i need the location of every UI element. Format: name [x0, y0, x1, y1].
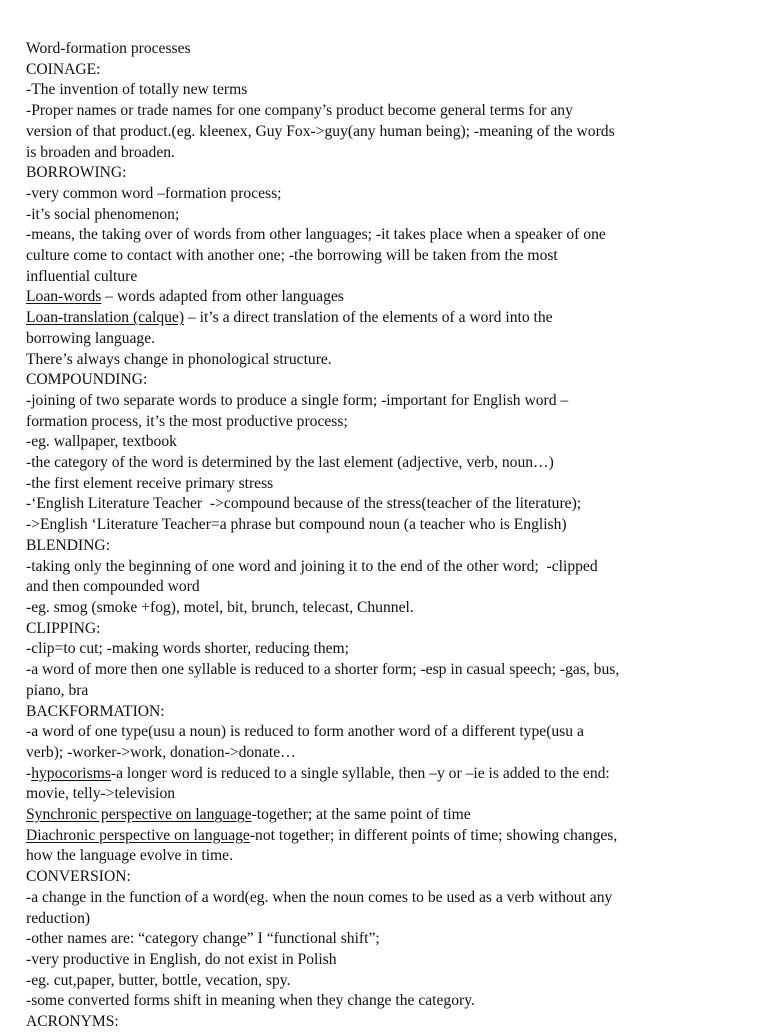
loan-translation-line-2: borrowing language.: [26, 329, 156, 347]
compounding-point-1-line-2: formation process, it’s the most productive process;: [26, 412, 348, 430]
document-page: [26, 39, 742, 1033]
synchronic-term: Synchronic perspective on language: [26, 806, 252, 824]
coinage-point-1: -The invention of totally new terms: [26, 81, 248, 99]
compounding-point-6: ->English ‘Literature Teacher=a phrase but compound noun (a teacher who is English): [26, 516, 567, 534]
synchronic-definition: -together; at the same point of time: [251, 806, 471, 824]
borrowing-point-2: -it’s social phenomenon;: [26, 205, 180, 223]
loan-words-term: Loan-words: [26, 288, 102, 306]
borrowing-point-3-line-3: influential culture: [26, 267, 138, 285]
borrowing-point-4: There’s always change in phonological structure.: [26, 350, 332, 368]
coinage-point-2-line-2: version of that product.(eg. kleenex, Guy Fox->guy(any human being); -meaning of the words: [26, 122, 615, 140]
section-heading-coinage: COINAGE:: [26, 60, 101, 78]
borrowing-point-3-line-2: culture come to contact with another one; -the borrowing will be taken from the most: [26, 247, 558, 265]
conversion-point-5: -some converted forms shift in meaning when they change the category.: [26, 992, 475, 1010]
synchronic-line: [26, 805, 742, 826]
hypocorisms-term: hypocorisms: [31, 764, 111, 782]
section-heading-clipping: CLIPPING:: [26, 619, 101, 637]
clipping-point-1: -clip=to cut; -making words shorter, reducing them;: [26, 640, 349, 658]
hypocorisms-line: [26, 764, 742, 785]
loan-translation-term: Loan-translation (calque): [26, 309, 185, 327]
section-heading-conversion: CONVERSION:: [26, 868, 131, 886]
hypocorisms-line-2: movie, telly->television: [26, 785, 176, 803]
loan-translation-definition: – it’s a direct translation of the elements of a word into the: [184, 309, 553, 327]
section-heading-compounding: COMPOUNDING:: [26, 371, 148, 389]
backformation-point-1-line-1: -a word of one type(usu a noun) is reduced to form another word of a different type(usu a: [26, 723, 584, 741]
diachronic-definition: -not together; in different points of time; showing changes,: [249, 826, 618, 844]
coinage-point-2-line-1: -Proper names or trade names for one company’s product become general terms for any: [26, 102, 573, 120]
coinage-point-2-line-3: is broaden and broaden.: [26, 143, 175, 161]
hypocorisms-definition: -a longer word is reduced to a single syllable, then –y or –ie is added to the end:: [110, 764, 610, 782]
borrowing-point-1: -very common word –formation process;: [26, 184, 282, 202]
document-title: Word-formation processes: [26, 40, 191, 57]
compounding-point-2: -eg. wallpaper, textbook: [26, 433, 177, 451]
conversion-point-4: -eg. cut,paper, butter, bottle, vecation, spy.: [26, 971, 291, 989]
diachronic-line-2: how the language evolve in time.: [26, 847, 233, 865]
compounding-point-3: -the category of the word is determined by the last element (adjective, verb, noun…): [26, 454, 554, 472]
blending-point-1-line-2: and then compounded word: [26, 578, 200, 596]
borrowing-point-3-line-1: -means, the taking over of words from other languages; -it takes place when a speaker of one: [26, 226, 606, 244]
compounding-point-1-line-1: -joining of two separate words to produce a single form; -important for English word –: [26, 391, 569, 409]
backformation-point-1-line-2: verb); -worker->work, donation->donate…: [26, 743, 296, 761]
clipping-point-2-line-2: piano, bra: [26, 681, 89, 699]
compounding-point-5: -‘English Literature Teacher ->compound because of the stress(teacher of the literature);: [26, 495, 582, 513]
section-heading-blending: BLENDING:: [26, 536, 111, 554]
section-heading-backformation: BACKFORMATION:: [26, 702, 165, 720]
loan-translation-line: [26, 308, 742, 329]
hypocorisms-prefix: -: [26, 764, 32, 782]
diachronic-line: [26, 826, 742, 847]
clipping-point-2-line-1: -a word of more then one syllable is reduced to a shorter form; -esp in casual speech; -gas, bus,: [26, 661, 620, 679]
diachronic-term: Diachronic perspective on language: [26, 826, 250, 844]
section-heading-acronyms: ACRONYMS:: [26, 1013, 119, 1031]
blending-point-1-line-1: -taking only the beginning of one word and joining it to the end of the other word; -clipped: [26, 557, 598, 575]
conversion-point-2: -other names are: “category change” I “functional shift”;: [26, 930, 380, 948]
conversion-point-1-line-1: -a change in the function of a word(eg. when the noun comes to be used as a verb without any: [26, 888, 613, 906]
conversion-point-3: -very productive in English, do not exist in Polish: [26, 950, 337, 968]
section-heading-borrowing: BORROWING:: [26, 164, 127, 182]
blending-point-2: -eg. smog (smoke +fog), motel, bit, brunch, telecast, Chunnel.: [26, 598, 414, 616]
compounding-point-4: -the first element receive primary stress: [26, 474, 274, 492]
loan-words-line: [26, 287, 742, 308]
loan-words-definition: – words adapted from other languages: [101, 288, 344, 306]
conversion-point-1-line-2: reduction): [26, 909, 91, 927]
